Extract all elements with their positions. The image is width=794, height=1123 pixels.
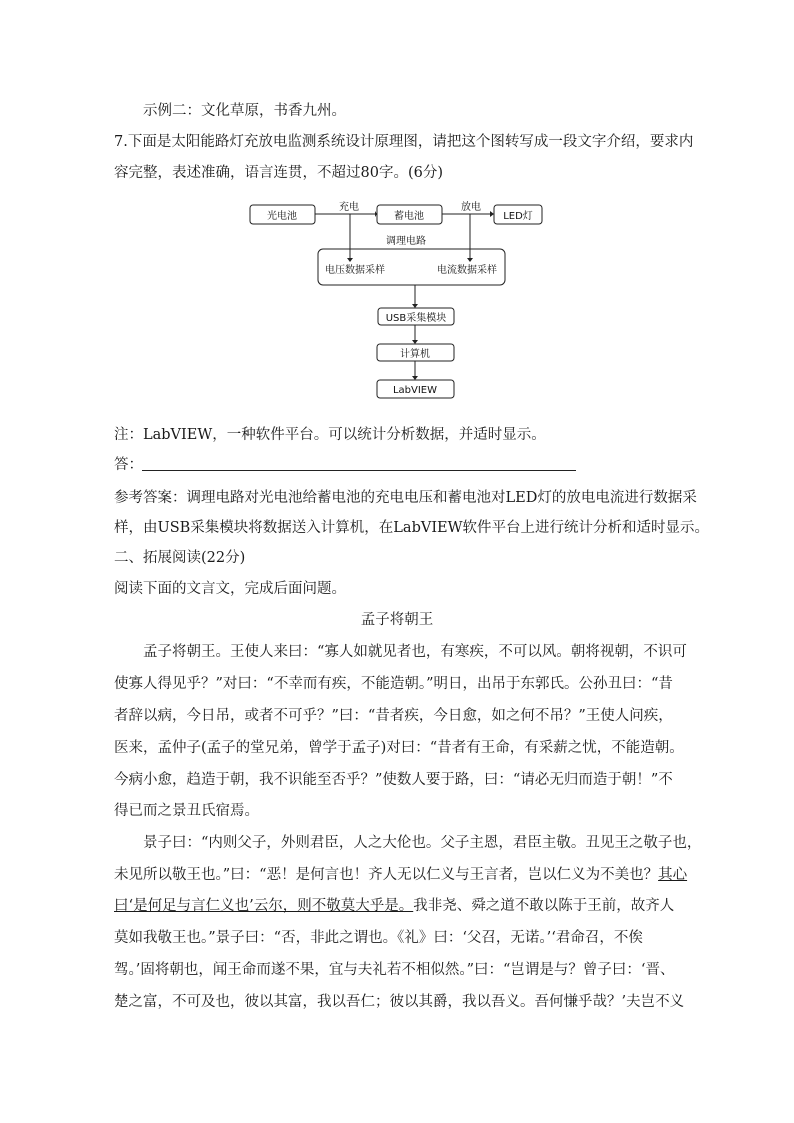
question-7-line-2: 容完整，表述准确，语言连贯，不超过80字。(6分): [114, 165, 443, 181]
pv-label: 光电池: [267, 211, 297, 222]
regulator-label: 调理电路: [386, 236, 426, 247]
passage-p2-line: 景子曰：“内则父子，外则君臣，人之大伦也。父子主恩，君臣主敬。丑见王之敬子也，: [143, 835, 702, 851]
note: 注：LabVIEW，一种软件平台。可以统计分析数据，并适时显示。: [114, 427, 546, 443]
passage-text: 未见所以敬王也。”曰：“恶！是何言也！齐人无以仁义与王言者，岂以仁义为不美也？: [114, 867, 659, 883]
passage-p1-line: 使寡人得见乎？”对曰：“不幸而有疾，不能造朝。”明日，出吊于东郭氏。公孙丑曰：“昔: [114, 676, 673, 692]
reference-answer-line-2: 样，由USB采集模块将数据送入计算机，在LabVIEW软件平台上进行统计分析和适时显示。: [114, 520, 710, 536]
passage-p2-line: 驾。’固将朝也，闻王命而遂不果，宜与夫礼若不相似然。”曰：“岂谓是与？曾子曰：‘晋、: [114, 962, 675, 978]
reference-answer-line-1: 参考答案：调理电路对光电池给蓄电池的充电电压和蓄电池对LED灯的放电电流进行数据采: [114, 490, 697, 506]
labview-label: LabVIEW: [392, 385, 438, 396]
passage-text: 我非尧、舜之道不敢以陈于王前，故齐人: [413, 898, 675, 914]
discharge-label: 放电: [461, 202, 481, 213]
passage-title: 孟子将朝王: [360, 612, 434, 628]
instruction: 阅读下面的文言文，完成后面问题。: [114, 581, 346, 597]
passage-p1-line: 今病小愈，趋造于朝，我不识能至否乎？”使数人要于路，曰：“请必无归而造于朝！”不: [114, 772, 673, 788]
usb-label: USB采集模块: [385, 313, 447, 324]
passage-p1-line: 医来，孟仲子(孟子的堂兄弟，曾学于孟子)对曰：“昔者有王命，有采薪之忧，不能造朝。: [114, 740, 684, 756]
battery-label: 蓄电池: [394, 211, 424, 222]
passage-p2-line: [114, 864, 687, 886]
answer-label: 答：: [114, 457, 143, 473]
section-heading: 二、拓展阅读(22分): [114, 550, 246, 566]
system-diagram: [245, 196, 545, 406]
passage-p2-line: [114, 895, 674, 917]
underlined-sentence: 其心: [658, 867, 688, 883]
passage-p2-line: 楚之富，不可及也，彼以其富，我以吾仁；彼以其爵，我以吾义。吾何慊乎哉？’夫岂不义: [114, 994, 685, 1010]
passage-p1-line: 孟子将朝王。王使人来曰：“寡人如就见者也，有寒疾，不可以风。朝将视朝，不识可: [143, 644, 687, 660]
question-7-line-1: 7.下面是太阳能路灯充放电监测系统设计原理图，请把这个图转写成一段文字介绍，要求内: [114, 134, 694, 150]
voltage-label: 电压数据采样: [325, 265, 385, 276]
passage-p1-line: 得已而之景丑氏宿焉。: [114, 803, 259, 819]
passage-p2-line: 莫如我敬王也。”景子曰：“否，非此之谓也。《礼》曰：‘父召，无诺。’‘君命召，不俟: [114, 930, 643, 946]
current-label: 电流数据采样: [437, 265, 497, 276]
passage-p1-line: 者辞以病，今日吊，或者不可乎？”曰：“昔者疾，今日愈，如之何不吊？”王使人问疾，: [114, 708, 673, 724]
led-label: LED灯: [503, 211, 533, 222]
computer-label: 计算机: [400, 349, 430, 360]
example-two: 示例二：文化草原，书香九州。: [143, 103, 346, 119]
charge-label: 充电: [339, 202, 359, 213]
answer-blank-line: [142, 470, 576, 471]
underlined-sentence: 曰‘是何足与言仁义也’云尔，则不敬莫大乎是。: [114, 898, 414, 914]
